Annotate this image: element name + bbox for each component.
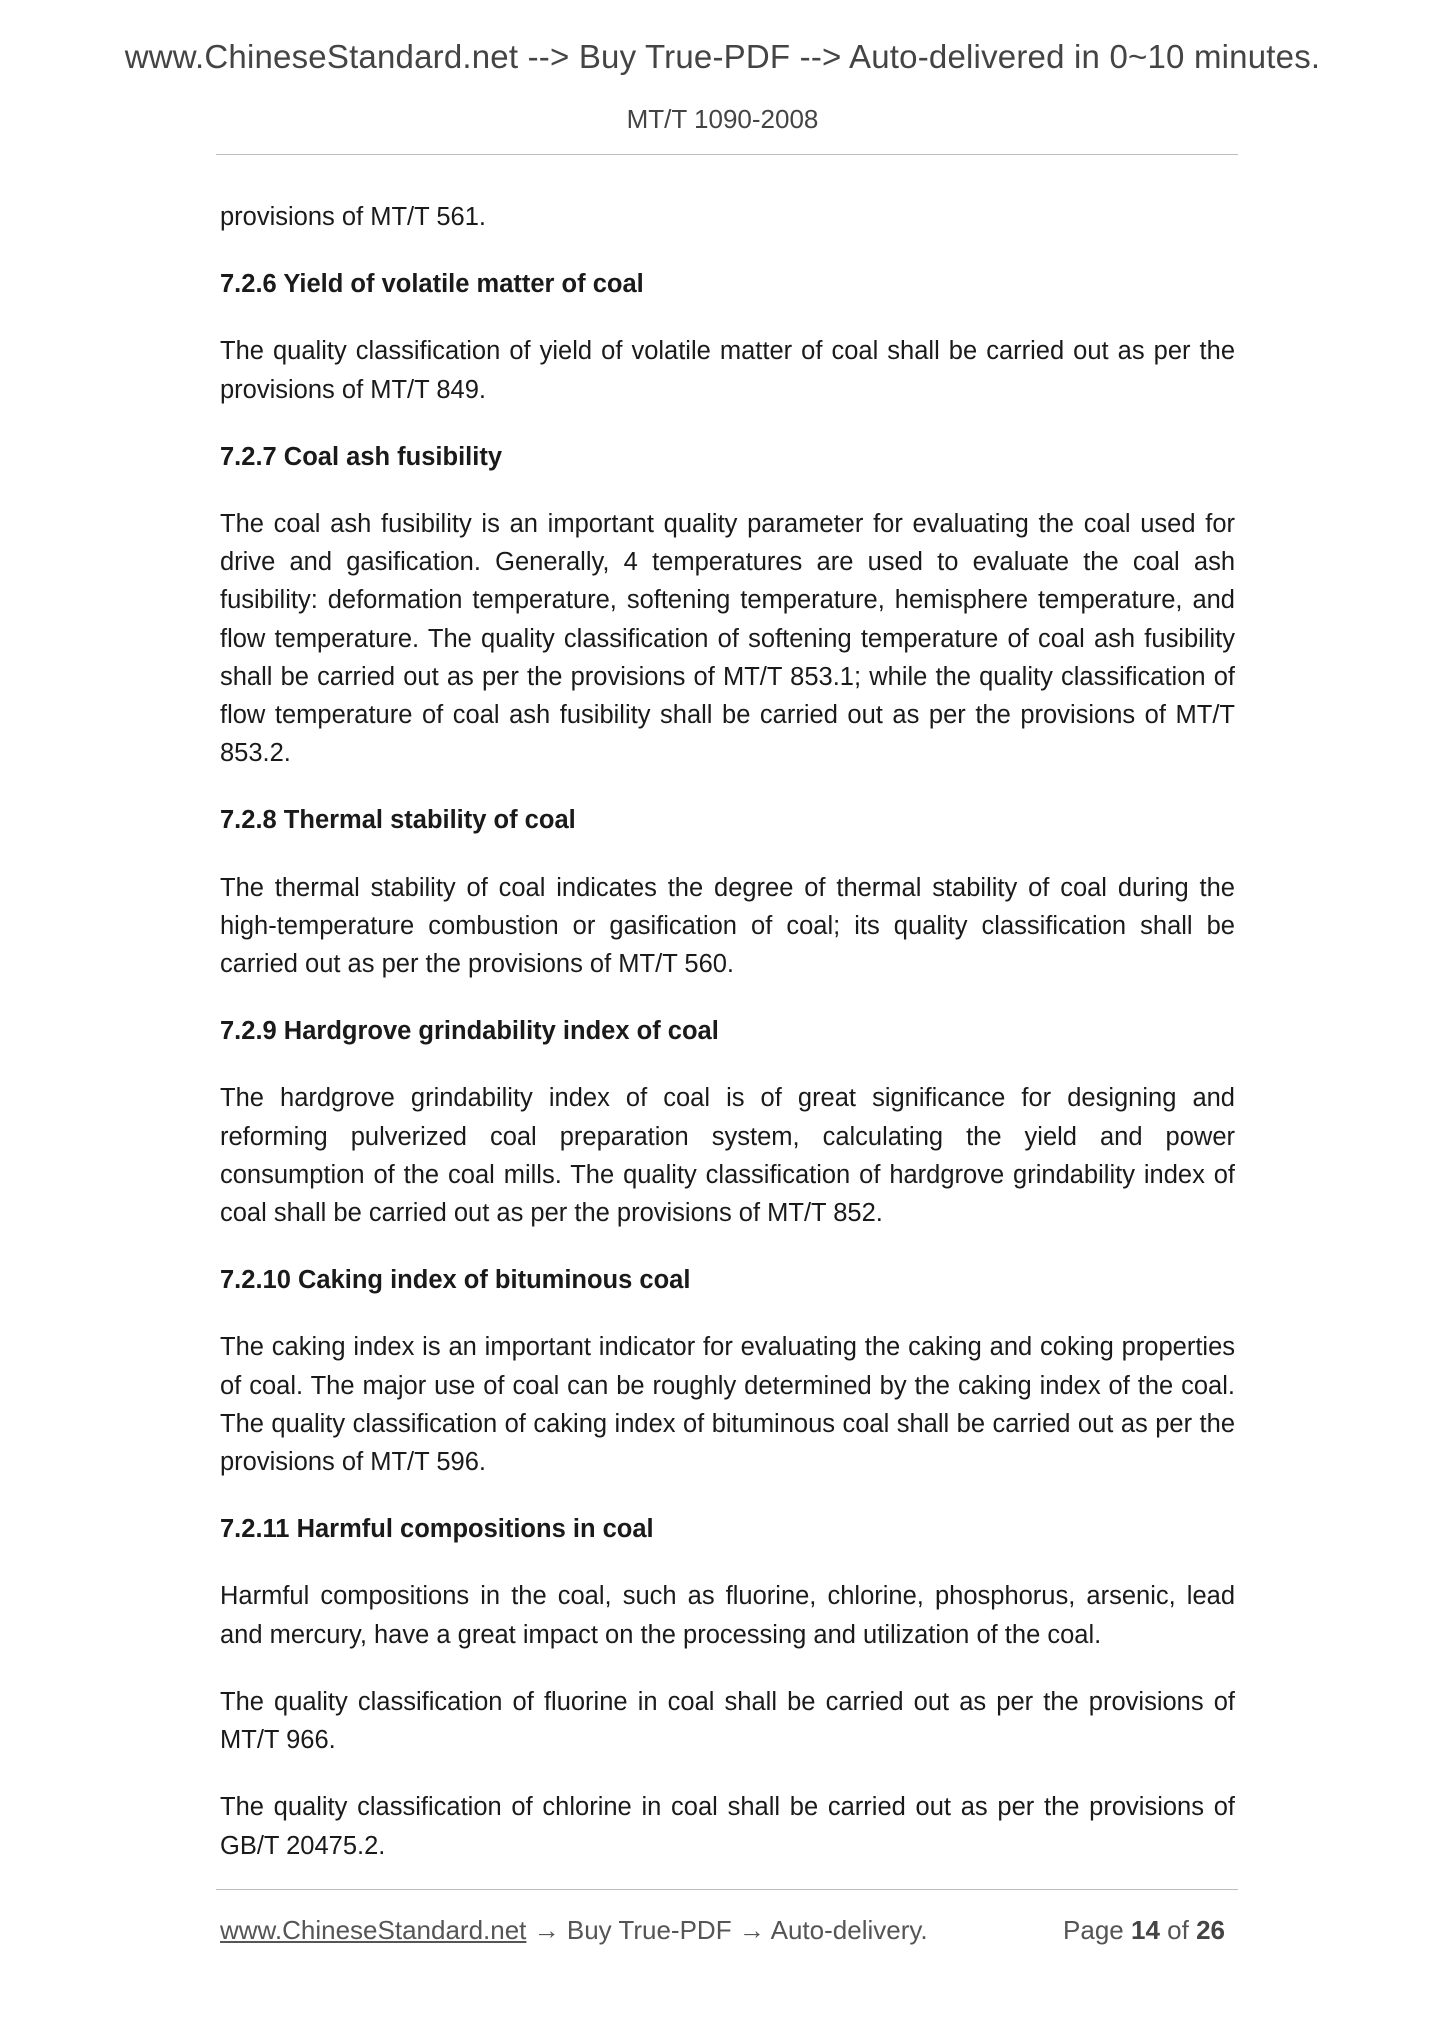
section-7-2-8-heading: 7.2.8 Thermal stability of coal (220, 806, 576, 835)
document-id: MT/T 1090-2008 (626, 104, 819, 134)
arrow-right-icon: → (533, 1915, 560, 1945)
section-7-2-8-text: The thermal stability of coal indicates the degree of thermal stability of coal during the high-temperature combustion or gasification of coal; its quality classification shall be carried out as per the provisions of MT/T 560. (220, 873, 1235, 979)
page-label: Page (1063, 1915, 1124, 1945)
section-7-2-9-heading: 7.2.9 Hardgrove grindability index of coal (220, 1017, 719, 1046)
page-number (1063, 1915, 1225, 1946)
section-7-2-6-heading: 7.2.6 Yield of volatile matter of coal (220, 270, 644, 299)
section-7-2-9-text: The hardgrove grindability index of coal is of great significance for designing and reforming pulverized coal preparation system, calculating the yield and power consumption of the coal mills. The quality classification of hardgrove grindability index of coal shall be carried out as per the provisions of MT/T 852. (220, 1084, 1235, 1228)
section-7-2-11-text-1: Harmful compositions in the coal, such as fluorine, chlorine, phosphorus, arsenic, lead and mercury, have a great impact on the processing and utilization of the coal. (220, 1582, 1235, 1649)
section-7-2-11-text-3: The quality classification of chlorine in coal shall be carried out as per the provisions of GB/T 20475.2. (220, 1793, 1235, 1860)
footer-divider (216, 1889, 1238, 1890)
section-7-2-6-text: The quality classification of yield of volatile matter of coal shall be carried out as per the provisions of MT/T 849. (220, 337, 1235, 404)
page-content (220, 198, 1235, 1894)
section-7-2-10-text: The caking index is an important indicator for evaluating the caking and coking properties of coal. The major use of coal can be roughly determined by the caking index of the coal. The quality classification of caking index of bituminous coal shall be carried out as per the provisions of MT/T 596. (220, 1333, 1235, 1477)
page-of-label: of (1167, 1915, 1189, 1945)
page-current: 14 (1131, 1915, 1160, 1945)
section-7-2-10-heading: 7.2.10 Caking index of bituminous coal (220, 1266, 691, 1295)
intro-line: provisions of MT/T 561. (220, 203, 486, 231)
footer-delivery-text: Auto-delivery. (770, 1915, 928, 1945)
section-7-2-7-text: The coal ash fusibility is an important quality parameter for evaluating the coal used for drive and gasification. Generally, 4 temperatures are used to evaluate the coal ash fusibility: deformation temperature, softening temperature, hemisphere temperature, and flow temperature. The quality classification of softening temperature of coal ash fusibility shall be carried out as per the provisions of MT/T 853.1; while the quality classification of flow temperature of coal ash fusibility shall be carried out as per the provisions of MT/T 853.2. (220, 510, 1235, 768)
section-7-2-11-text-2: The quality classification of fluorine in coal shall be carried out as per the provisions of MT/T 966. (220, 1687, 1235, 1755)
footer-left (220, 1915, 928, 1946)
section-7-2-11-heading: 7.2.11 Harmful compositions in coal (220, 1515, 654, 1544)
arrow-right-icon: → (738, 1915, 765, 1945)
header-divider (216, 154, 1238, 155)
site-banner: www.ChineseStandard.net --> Buy True-PDF --> Auto-delivered in 0~10 minutes. (124, 38, 1321, 75)
footer-buy-text: Buy True-PDF (566, 1915, 732, 1945)
footer-site-link[interactable]: www.ChineseStandard.net (220, 1915, 527, 1945)
section-7-2-7-heading: 7.2.7 Coal ash fusibility (220, 442, 503, 471)
page-total: 26 (1196, 1915, 1225, 1945)
